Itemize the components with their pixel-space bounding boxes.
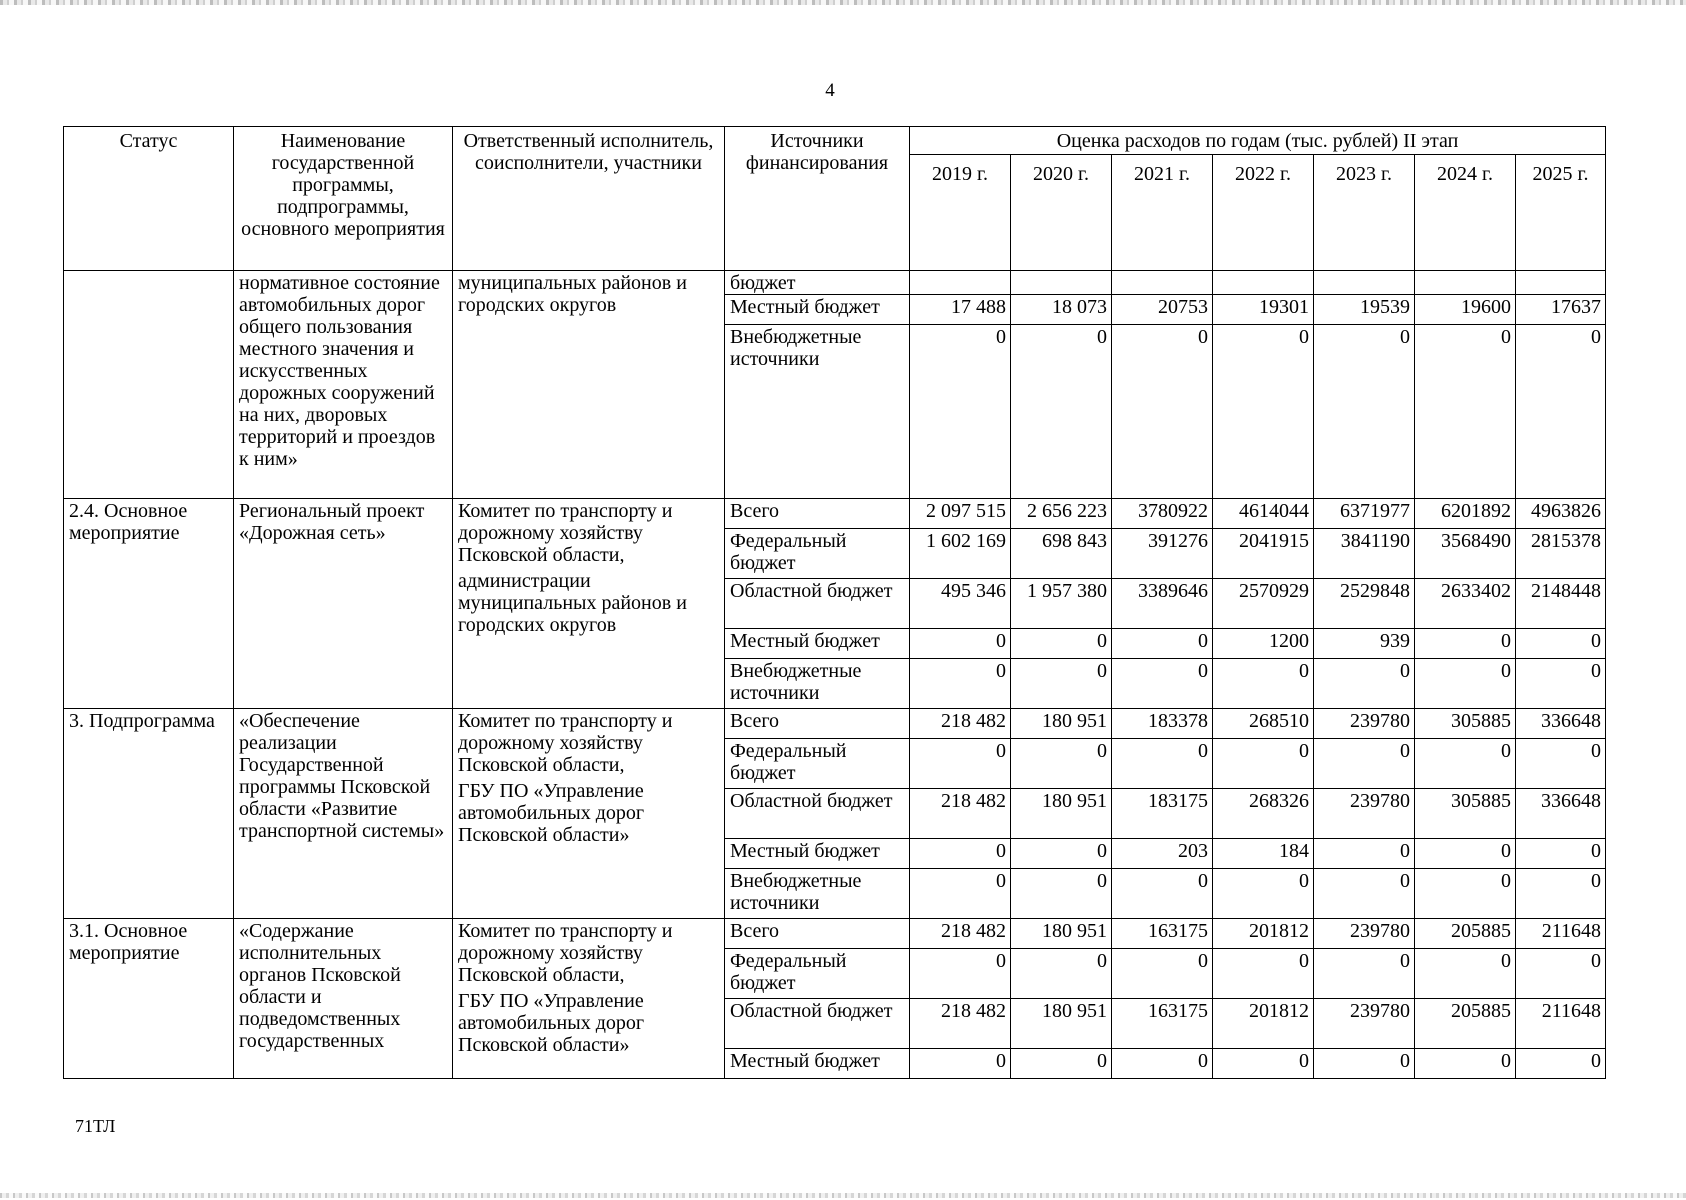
- value-cell: 0: [1011, 325, 1112, 499]
- value-cell: 20753: [1112, 295, 1213, 325]
- value-cell: 211648: [1516, 999, 1606, 1049]
- value-cell: 0: [1415, 869, 1516, 919]
- value-cell: 4614044: [1213, 499, 1314, 529]
- value-cell: 2 097 515: [910, 499, 1011, 529]
- value-cell: 211648: [1516, 919, 1606, 949]
- table-row: [64, 709, 1606, 739]
- value-cell: 0: [910, 1049, 1011, 1079]
- value-cell: 2529848: [1314, 579, 1415, 629]
- executor-line: ГБУ ПО «Управление автомобильных дорог Псковской области»: [458, 780, 645, 846]
- value-cell: 0: [1112, 1049, 1213, 1079]
- value-cell: 0: [1415, 839, 1516, 869]
- table-row: [64, 919, 1606, 949]
- value-cell: 0: [1415, 325, 1516, 499]
- value-cell: 495 346: [910, 579, 1011, 629]
- value-cell: 0: [1516, 869, 1606, 919]
- executor-line: Комитет по транспорту и дорожному хозяйству Псковской области,: [458, 920, 673, 986]
- value-cell: 183378: [1112, 709, 1213, 739]
- program-name-cell: нормативное состояние автомобильных дорог общего пользования местного значения и искусственных дорожных сооружений на них, дворовых территорий и проездов к ним»: [234, 271, 453, 499]
- value-cell: 0: [1415, 1049, 1516, 1079]
- value-cell: 1200: [1213, 629, 1314, 659]
- value-cell: 180 951: [1011, 709, 1112, 739]
- value-cell: 6201892: [1415, 499, 1516, 529]
- value-cell: 0: [1415, 659, 1516, 709]
- value-cell: 0: [1516, 949, 1606, 999]
- value-cell: 239780: [1314, 919, 1415, 949]
- executor-cell: [453, 499, 725, 709]
- status-cell: 2.4. Основное мероприятие: [64, 499, 234, 709]
- value-cell: 0: [1112, 739, 1213, 789]
- value-cell: 0: [1415, 629, 1516, 659]
- value-cell: 0: [1314, 325, 1415, 499]
- footer-code: 71ТЛ: [75, 1116, 116, 1136]
- value-cell: 0: [1213, 325, 1314, 499]
- header-source: Источники финансирования: [725, 127, 910, 271]
- value-cell: 239780: [1314, 709, 1415, 739]
- value-cell: 0: [1314, 839, 1415, 869]
- value-cell: 305885: [1415, 709, 1516, 739]
- executor-line: администрации муниципальных районов и городских округов: [458, 570, 687, 636]
- value-cell: 17637: [1516, 295, 1606, 325]
- funding-source-cell: Всего: [725, 499, 910, 529]
- funding-source-cell: Областной бюджет: [725, 999, 910, 1049]
- funding-source-cell: бюджет: [725, 271, 910, 295]
- value-cell: 0: [1314, 869, 1415, 919]
- value-cell: 305885: [1415, 789, 1516, 839]
- header-year: 2021 г.: [1112, 155, 1213, 271]
- value-cell: 939: [1314, 629, 1415, 659]
- status-cell: 3.1. Основное мероприятие: [64, 919, 234, 1079]
- value-cell: 0: [1516, 659, 1606, 709]
- table-row: [64, 499, 1606, 529]
- value-cell: 0: [1011, 629, 1112, 659]
- value-cell: 0: [1011, 739, 1112, 789]
- value-cell: [1314, 271, 1415, 295]
- value-cell: 203: [1112, 839, 1213, 869]
- value-cell: 205885: [1415, 999, 1516, 1049]
- value-cell: 0: [910, 839, 1011, 869]
- value-cell: [910, 271, 1011, 295]
- value-cell: 2148448: [1516, 579, 1606, 629]
- value-cell: 184: [1213, 839, 1314, 869]
- executor-line: Комитет по транспорту и дорожному хозяйству Псковской области,: [458, 500, 673, 566]
- value-cell: 0: [1112, 869, 1213, 919]
- value-cell: 239780: [1314, 789, 1415, 839]
- header-year: 2025 г.: [1516, 155, 1606, 271]
- value-cell: [1112, 271, 1213, 295]
- value-cell: 0: [1314, 739, 1415, 789]
- value-cell: 1 602 169: [910, 529, 1011, 579]
- executor-cell: [453, 919, 725, 1079]
- funding-source-cell: Областной бюджет: [725, 579, 910, 629]
- status-cell: [64, 271, 234, 499]
- value-cell: [1213, 271, 1314, 295]
- funding-source-cell: Внебюджетные источники: [725, 659, 910, 709]
- value-cell: 0: [910, 629, 1011, 659]
- value-cell: 0: [1415, 739, 1516, 789]
- value-cell: 0: [1213, 739, 1314, 789]
- value-cell: 205885: [1415, 919, 1516, 949]
- value-cell: 0: [910, 949, 1011, 999]
- value-cell: 3568490: [1415, 529, 1516, 579]
- value-cell: 218 482: [910, 709, 1011, 739]
- value-cell: 0: [1314, 659, 1415, 709]
- funding-source-cell: Местный бюджет: [725, 629, 910, 659]
- funding-source-cell: Федеральный бюджет: [725, 529, 910, 579]
- value-cell: 0: [1213, 949, 1314, 999]
- value-cell: 218 482: [910, 999, 1011, 1049]
- header-year: 2023 г.: [1314, 155, 1415, 271]
- executor-line: муниципальных районов и городских округов: [458, 272, 687, 316]
- value-cell: 180 951: [1011, 999, 1112, 1049]
- value-cell: 698 843: [1011, 529, 1112, 579]
- value-cell: 180 951: [1011, 789, 1112, 839]
- value-cell: 0: [1112, 629, 1213, 659]
- value-cell: 0: [1112, 949, 1213, 999]
- value-cell: 17 488: [910, 295, 1011, 325]
- value-cell: 1 957 380: [1011, 579, 1112, 629]
- value-cell: 0: [1112, 659, 1213, 709]
- value-cell: 0: [1213, 1049, 1314, 1079]
- value-cell: 0: [1213, 659, 1314, 709]
- value-cell: 0: [1011, 659, 1112, 709]
- header-name: Наименование государственной программы, подпрограммы, основного мероприятия: [234, 127, 453, 271]
- executor-cell: [453, 709, 725, 919]
- funding-source-cell: Внебюджетные источники: [725, 869, 910, 919]
- table-body: [64, 271, 1606, 1079]
- table-header: [64, 127, 1606, 271]
- value-cell: 4963826: [1516, 499, 1606, 529]
- funding-source-cell: Внебюджетные источники: [725, 325, 910, 499]
- value-cell: 0: [1516, 1049, 1606, 1079]
- header-year: 2020 г.: [1011, 155, 1112, 271]
- value-cell: 0: [1213, 869, 1314, 919]
- value-cell: 0: [1314, 949, 1415, 999]
- header-executor: Ответственный исполнитель, соисполнители, участники: [453, 127, 725, 271]
- value-cell: 0: [1516, 739, 1606, 789]
- value-cell: 336648: [1516, 789, 1606, 839]
- value-cell: 0: [910, 659, 1011, 709]
- value-cell: 183175: [1112, 789, 1213, 839]
- value-cell: 3841190: [1314, 529, 1415, 579]
- value-cell: 2815378: [1516, 529, 1606, 579]
- value-cell: 201812: [1213, 919, 1314, 949]
- value-cell: 163175: [1112, 919, 1213, 949]
- value-cell: 19301: [1213, 295, 1314, 325]
- funding-source-cell: Федеральный бюджет: [725, 739, 910, 789]
- header-year: 2022 г.: [1213, 155, 1314, 271]
- funding-source-cell: Местный бюджет: [725, 1049, 910, 1079]
- value-cell: 19539: [1314, 295, 1415, 325]
- value-cell: 3389646: [1112, 579, 1213, 629]
- status-cell: 3. Подпрограмма: [64, 709, 234, 919]
- value-cell: 163175: [1112, 999, 1213, 1049]
- executor-line: ГБУ ПО «Управление автомобильных дорог Псковской области»: [458, 990, 645, 1056]
- value-cell: 0: [1516, 629, 1606, 659]
- value-cell: 218 482: [910, 789, 1011, 839]
- value-cell: 0: [1516, 325, 1606, 499]
- funding-source-cell: Областной бюджет: [725, 789, 910, 839]
- header-year: 2024 г.: [1415, 155, 1516, 271]
- scan-edge-bottom: [0, 1193, 1686, 1198]
- value-cell: [1415, 271, 1516, 295]
- funding-source-cell: Федеральный бюджет: [725, 949, 910, 999]
- program-name-cell: Региональный проект «Дорожная сеть»: [234, 499, 453, 709]
- value-cell: 0: [910, 325, 1011, 499]
- value-cell: 336648: [1516, 709, 1606, 739]
- value-cell: 0: [1011, 1049, 1112, 1079]
- value-cell: 0: [1011, 839, 1112, 869]
- value-cell: 0: [1415, 949, 1516, 999]
- header-status: Статус: [64, 127, 234, 271]
- value-cell: 180 951: [1011, 919, 1112, 949]
- value-cell: 0: [1516, 839, 1606, 869]
- header-year: 2019 г.: [910, 155, 1011, 271]
- value-cell: 18 073: [1011, 295, 1112, 325]
- value-cell: 2570929: [1213, 579, 1314, 629]
- value-cell: 2041915: [1213, 529, 1314, 579]
- page-number: 4: [825, 80, 835, 101]
- value-cell: 2633402: [1415, 579, 1516, 629]
- value-cell: 391276: [1112, 529, 1213, 579]
- value-cell: 0: [1011, 869, 1112, 919]
- value-cell: 19600: [1415, 295, 1516, 325]
- funding-source-cell: Местный бюджет: [725, 295, 910, 325]
- value-cell: 0: [1011, 949, 1112, 999]
- value-cell: 201812: [1213, 999, 1314, 1049]
- value-cell: 0: [1112, 325, 1213, 499]
- budget-table: [63, 126, 1606, 1079]
- value-cell: 0: [1314, 1049, 1415, 1079]
- funding-source-cell: Всего: [725, 709, 910, 739]
- value-cell: 6371977: [1314, 499, 1415, 529]
- value-cell: 2 656 223: [1011, 499, 1112, 529]
- value-cell: 0: [910, 869, 1011, 919]
- program-name-cell: «Обеспечение реализации Государственной программы Псковской области «Развитие транспортной системы»: [234, 709, 453, 919]
- value-cell: 239780: [1314, 999, 1415, 1049]
- value-cell: 268326: [1213, 789, 1314, 839]
- value-cell: [1516, 271, 1606, 295]
- value-cell: 268510: [1213, 709, 1314, 739]
- value-cell: 3780922: [1112, 499, 1213, 529]
- funding-source-cell: Местный бюджет: [725, 839, 910, 869]
- funding-source-cell: Всего: [725, 919, 910, 949]
- executor-cell: [453, 271, 725, 499]
- value-cell: [1011, 271, 1112, 295]
- header-estimate: Оценка расходов по годам (тыс. рублей) II этап: [910, 127, 1606, 155]
- table-row: [64, 271, 1606, 295]
- value-cell: 218 482: [910, 919, 1011, 949]
- scan-edge-top: [0, 0, 1686, 5]
- executor-line: Комитет по транспорту и дорожному хозяйству Псковской области,: [458, 710, 673, 776]
- value-cell: 0: [910, 739, 1011, 789]
- program-name-cell: «Содержание исполнительных органов Псковской области и подведомственных государственных: [234, 919, 453, 1079]
